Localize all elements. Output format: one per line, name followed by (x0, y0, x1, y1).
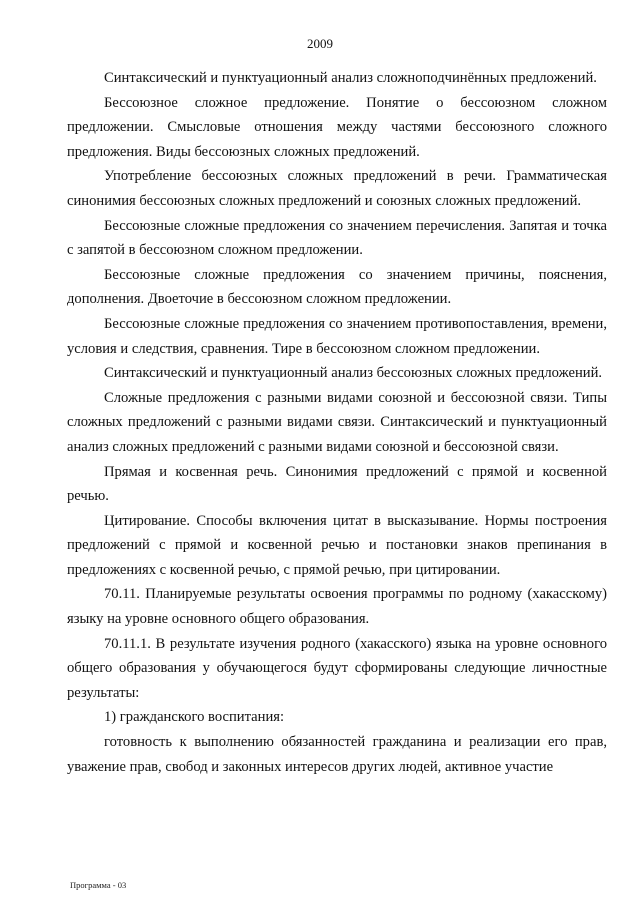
paragraph-cause-explanation: Бессоюзные сложные предложения со значением причины, пояснения, дополнения. Двоеточие в бессоюзном сложном предложении. (67, 266, 607, 308)
paragraph-enumeration: Бессоюзные сложные предложения со значением перечисления. Запятая и точка с запятой в бессоюзном сложном предложении. (67, 217, 607, 259)
paragraph-section-70-11: 70.11. Планируемые результаты освоения программы по родному (хакасскому) языку на уровне основного общего образования. (67, 586, 607, 628)
paragraph-section-70-11-1: 70.11.1. В результате изучения родного (хакасского) языка на уровне основного общего образования у обучающегося будут сформированы следующие личностные результаты: (67, 635, 607, 701)
paragraph-syntax-analysis-complex: Синтаксический и пунктуационный анализ сложноподчинённых предложений. (104, 70, 597, 86)
paragraph-civic-education: 1) гражданского воспитания: (104, 709, 285, 726)
page-number: 2009 (307, 36, 333, 51)
paragraph-citation: Цитирование. Способы включения цитат в высказывание. Нормы построения предложений с прямой и косвенной речью и постановки знаков препинания в предложениях с косвенной речью, с прямой речью, при цитировании. (67, 512, 607, 578)
paragraph-opposition-time: Бессоюзные сложные предложения со значением противопоставления, времени, условия и следствия, сравнения. Тире в бессоюзном сложном предложении. (67, 315, 607, 357)
footer-label: Программа - 03 (70, 880, 127, 890)
paragraph-asyndetic-usage: Употребление бессоюзных сложных предложений в речи. Грамматическая синонимия бессоюзных сложных предложений и союзных сложных предложений. (67, 168, 607, 209)
paragraph-direct-indirect-speech: Прямая и косвенная речь. Синонимия предложений с прямой и косвенной речью. (67, 463, 607, 505)
paragraph-syntax-analysis-asyndetic: Синтаксический и пунктуационный анализ бессоюзных сложных предложений. (104, 365, 603, 382)
document-body (67, 66, 607, 779)
paragraph-mixed-connection: Сложные предложения с разными видами союзной и бессоюзной связи. Типы сложных предложений с разными видами связи. Синтаксический и пунктуационный анализ сложных предложений с разными видами союзной и бессоюзной связи. (67, 389, 607, 455)
paragraph-readiness: готовность к выполнению обязанностей гражданина и реализации его прав, уважение прав, свобод и законных интересов других людей, активное участие (67, 734, 607, 775)
paragraph-asyndetic-concept: Бессоюзное сложное предложение. Понятие о бессоюзном сложном предложении. Смысловые отношения между частями бессоюзного сложного предложения. Виды бессоюзных сложных предложений. (67, 94, 607, 160)
